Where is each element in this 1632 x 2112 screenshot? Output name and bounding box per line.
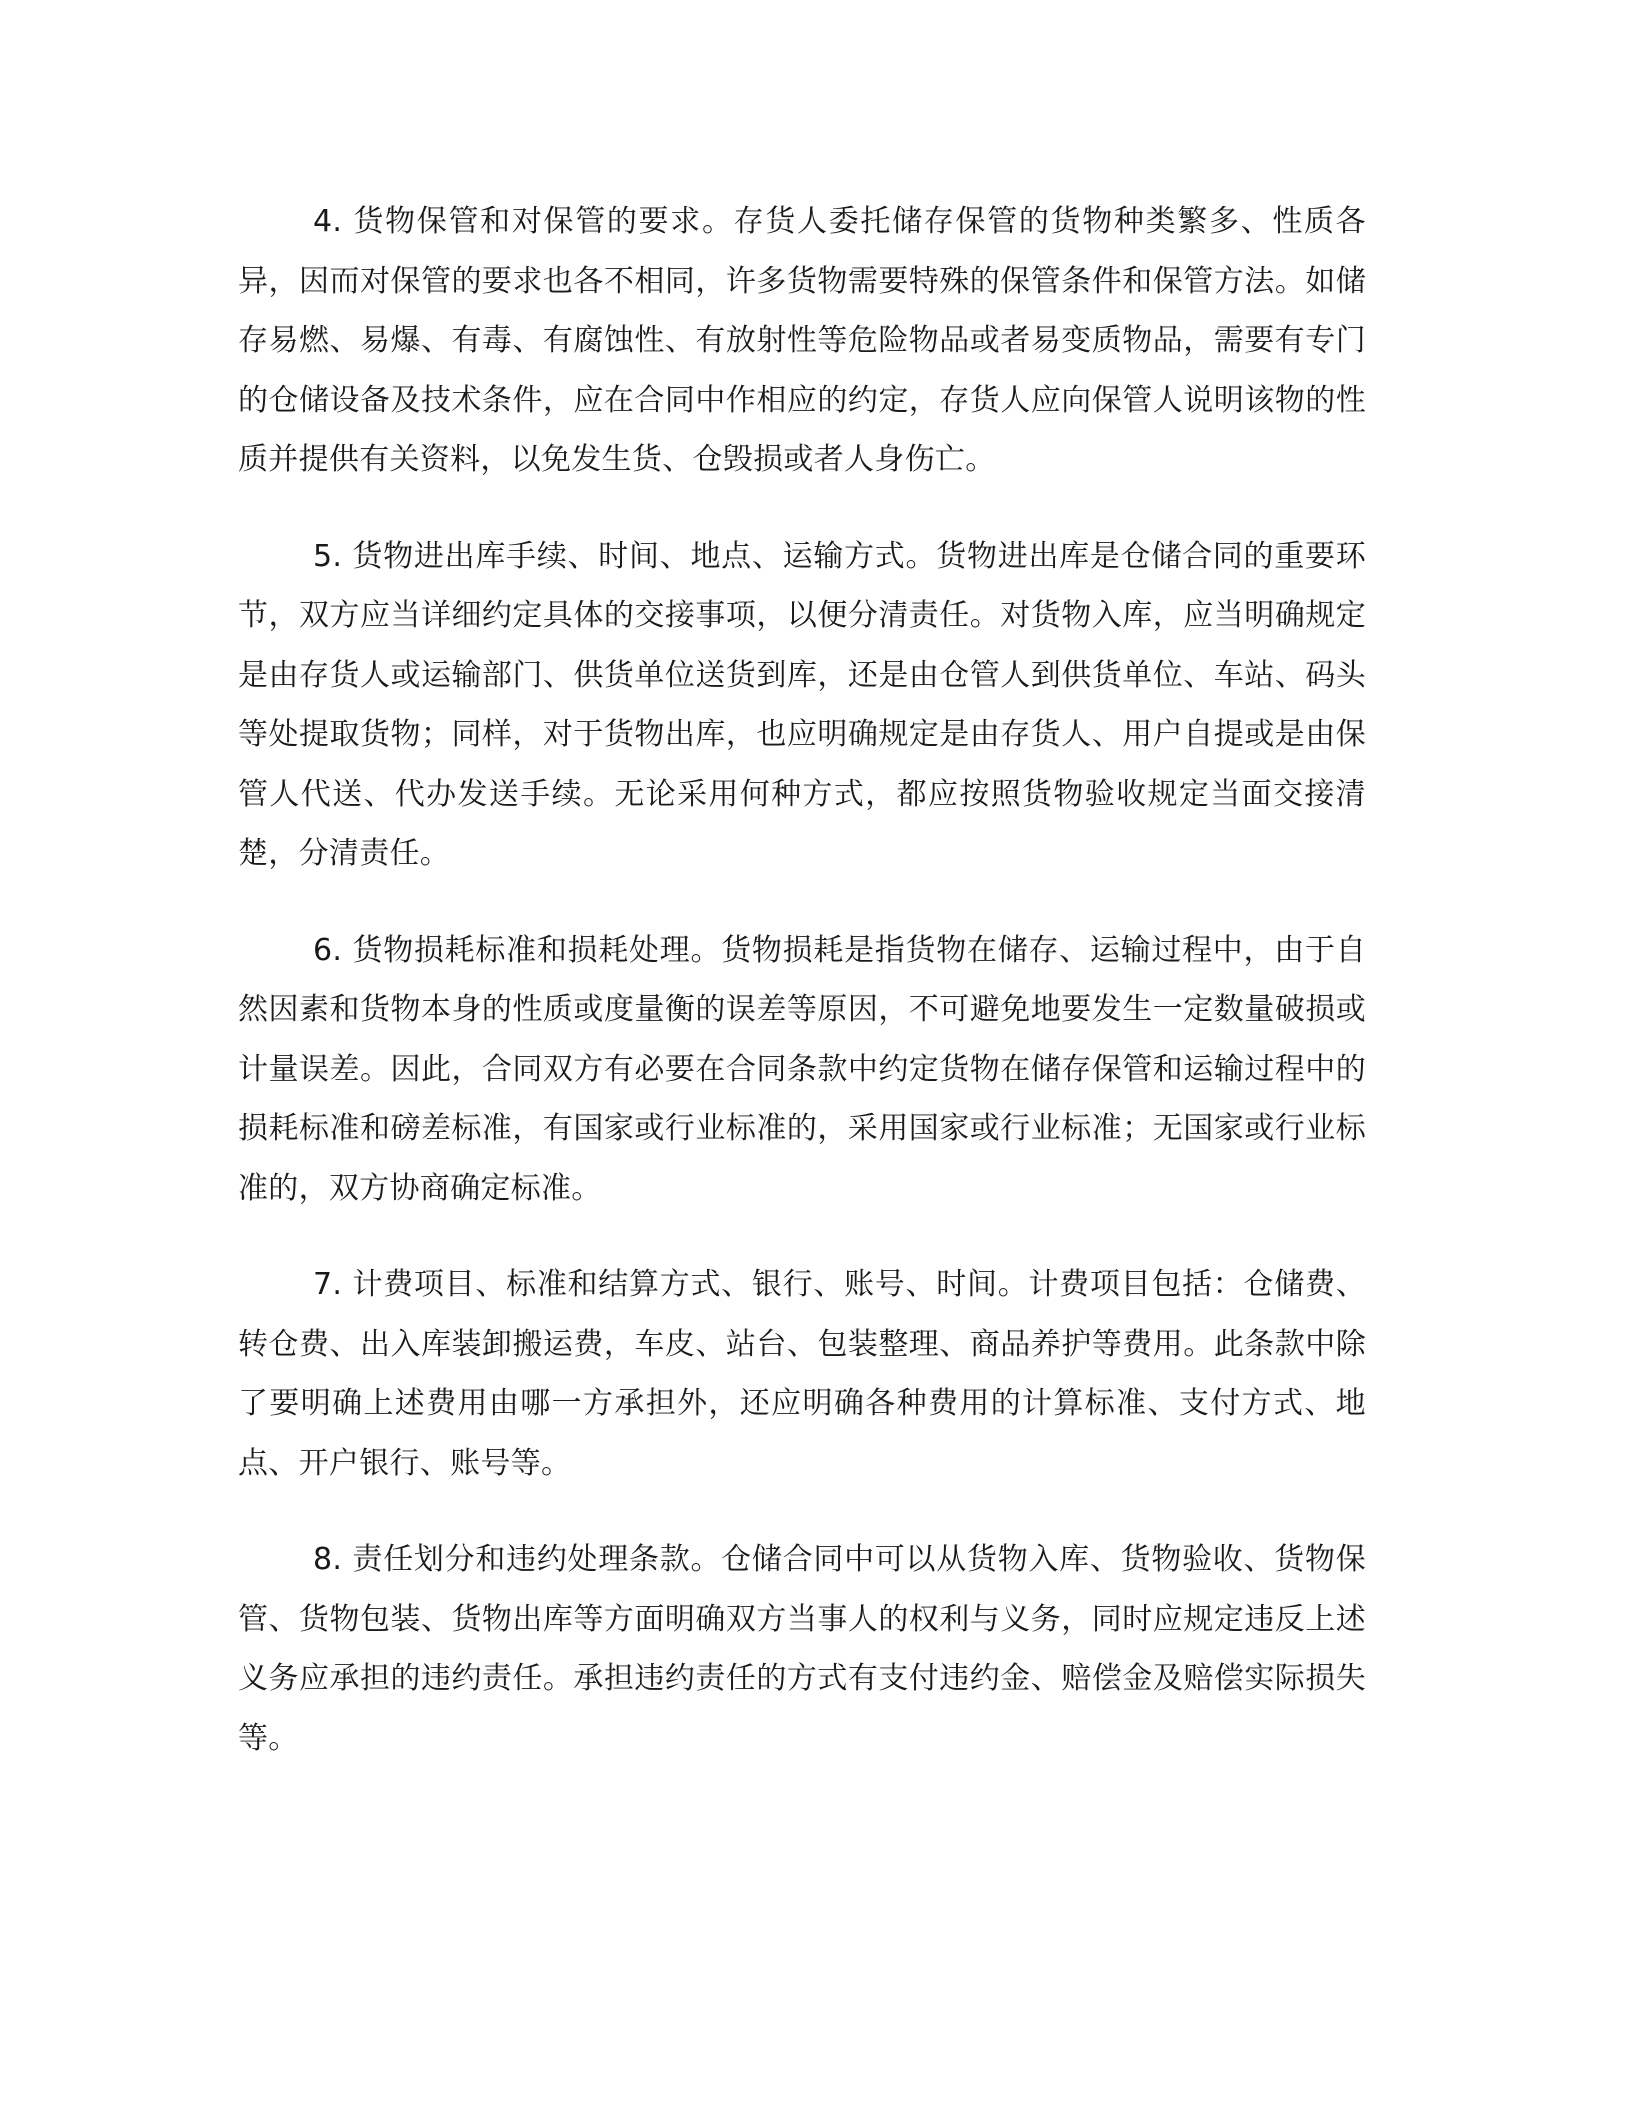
paragraph-clause-5: 5. 货物进出库手续、时间、地点、运输方式。货物进出库是仓储合同的重要环节，双方应当详细约定具体的交接事项，以便分清责任。对货物入库，应当明确规定是由存货人或运输部门、供货单位送货到库，还是由仓管人到供货单位、车站、码头等处提取货物；同样，对于货物出库，也应明确规定是由存货人、用户自提或是由保管人代送、代办发送手续。无论采用何种方式，都应按照货物验收规定当面交接清楚，分清责任。: [238, 538, 1366, 871]
document-body: [238, 192, 1366, 1805]
paragraph-clause-8: 8. 责任划分和违约处理条款。仓储合同中可以从货物入库、货物验收、货物保管、货物包装、货物出库等方面明确双方当事人的权利与义务，同时应规定违反上述义务应承担的违约责任。承担违约责任的方式有支付违约金、赔偿金及赔偿实际损失等。: [238, 1542, 1366, 1756]
paragraph-clause-7: 7. 计费项目、标准和结算方式、银行、账号、时间。计费项目包括：仓储费、转仓费、出入库装卸搬运费，车皮、站台、包装整理、商品养护等费用。此条款中除了要明确上述费用由哪一方承担外，还应明确各种费用的计算标准、支付方式、地点、开户银行、账号等。: [238, 1267, 1366, 1481]
paragraph-clause-6: 6. 货物损耗标准和损耗处理。货物损耗是指货物在储存、运输过程中，由于自然因素和货物本身的性质或度量衡的误差等原因，不可避免地要发生一定数量破损或计量误差。因此，合同双方有必要在合同条款中约定货物在储存保管和运输过程中的损耗标准和磅差标准，有国家或行业标准的，采用国家或行业标准；无国家或行业标准的，双方协商确定标准。: [238, 932, 1366, 1206]
paragraph-clause-4: 4. 货物保管和对保管的要求。存货人委托储存保管的货物种类繁多、性质各异，因而对保管的要求也各不相同，许多货物需要特殊的保管条件和保管方法。如储存易燃、易爆、有毒、有腐蚀性、有放射性等危险物品或者易变质物品，需要有专门的仓储设备及技术条件，应在合同中作相应的约定，存货人应向保管人说明该物的性质并提供有关资料，以免发生货、仓毁损或者人身伤亡。: [238, 204, 1366, 477]
